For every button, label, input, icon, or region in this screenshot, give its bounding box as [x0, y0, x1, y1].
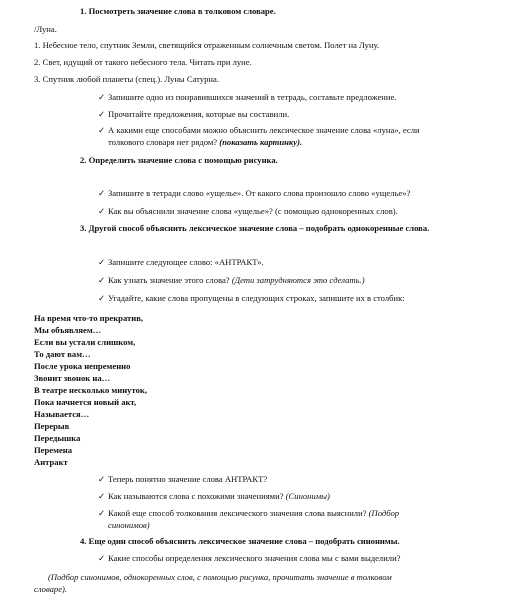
list-item: ✓ Запишите одно из понравившихся значений в тетрадь, составьте предложение.: [98, 92, 397, 102]
poem-line: Если вы устали слишком,: [34, 337, 136, 347]
poem-line: То дают вам…: [34, 349, 91, 359]
check-icon: ✓: [98, 92, 106, 102]
check-icon: ✓: [98, 109, 106, 119]
check-icon: ✓: [98, 474, 106, 484]
poem-line: Пока начнется новый акт,: [34, 397, 137, 407]
definition-1: 1. Небесное тело, спутник Земли, светящийся отраженным солнечным светом. Полет на Луну.: [34, 40, 380, 50]
poem-line: Называется…: [34, 409, 90, 419]
list-item: ✓ Запишите следующее слово: «АНТРАКТ».: [98, 257, 264, 267]
heading-3: 3. Другой способ объяснить лексическое значение слова – подобрать однокоренные слова.: [80, 223, 430, 233]
definition-3: 3. Спутник любой планеты (спец.). Луны Сатурна.: [34, 74, 219, 84]
list-item: ✓ Теперь понятно значение слова АНТРАКТ?: [98, 474, 268, 484]
list-item-continuation: синонимов): [108, 520, 150, 530]
poem-answer: Перемена: [34, 445, 73, 455]
list-item-continuation: толкового словаря нет рядом? (показать картинку).: [108, 137, 303, 147]
poem-answer: Перерыв: [34, 421, 70, 431]
check-icon: ✓: [98, 206, 106, 216]
heading-2: 2. Определить значение слова с помощью рисунка.: [80, 155, 278, 165]
check-icon: ✓: [98, 508, 106, 518]
list-item: ✓ Какие способы определения лексического значения слова мы с вами выделили?: [98, 553, 401, 563]
check-icon: ✓: [98, 125, 106, 135]
list-item: ✓ Угадайте, какие слова пропущены в следующих строках, запишите их в столбик:: [98, 293, 405, 303]
definition-2: 2. Свет, идущий от такого небесного тела. Читать при луне.: [34, 57, 252, 67]
poem-line: На время что-то прекратив,: [34, 313, 143, 323]
show-picture-note: (показать картинку).: [219, 137, 303, 147]
poem-line: Мы объявляем…: [34, 325, 102, 335]
check-icon: ✓: [98, 293, 106, 303]
check-icon: ✓: [98, 188, 106, 198]
check-icon: ✓: [98, 491, 106, 501]
poem-line: Звонит звонок на…: [34, 373, 111, 383]
poem-line: После урока непременно: [34, 361, 131, 371]
list-item: ✓ А какими еще способами можно объяснить лексическое значение слова «луна», если: [98, 125, 420, 135]
list-item: ✓ Как называются слова с похожими значениями? (Синонимы): [98, 491, 330, 501]
check-icon: ✓: [98, 553, 106, 563]
check-icon: ✓: [98, 275, 106, 285]
list-item: ✓ Какой еще способ толкования лексического значения слова выяснили? (Подбор: [98, 508, 400, 518]
list-item: ✓ Как узнать значение этого слова? (Дети затрудняются это сделать.): [98, 275, 365, 285]
heading-1: 1. Посмотреть значение слова в толковом словаре.: [80, 6, 276, 16]
poem-answer: Передышка: [34, 433, 81, 443]
list-item: ✓ Запишите в тетради слово «ущелье». От какого слова произошло слово «ущелье»?: [98, 188, 411, 198]
dictionary-word: /Луна.: [34, 24, 57, 34]
poem-answer: Антракт: [34, 457, 68, 467]
final-answer-line: словаре).: [34, 584, 68, 594]
list-item: ✓ Прочитайте предложения, которые вы составили.: [98, 109, 290, 119]
poem-line: В театре несколько минуток,: [34, 385, 147, 395]
heading-4: 4. Еще один способ объяснить лексическое значение слова – подобрать синонимы.: [80, 536, 400, 546]
list-item: ✓ Как вы объяснили значение слова «ущелье»? (с помощью однокоренных слов).: [98, 206, 398, 216]
check-icon: ✓: [98, 257, 106, 267]
final-answer-line: (Подбор синонимов, однокоренных слов, с помощью рисунка, прочитать значение в толковом: [48, 572, 392, 582]
